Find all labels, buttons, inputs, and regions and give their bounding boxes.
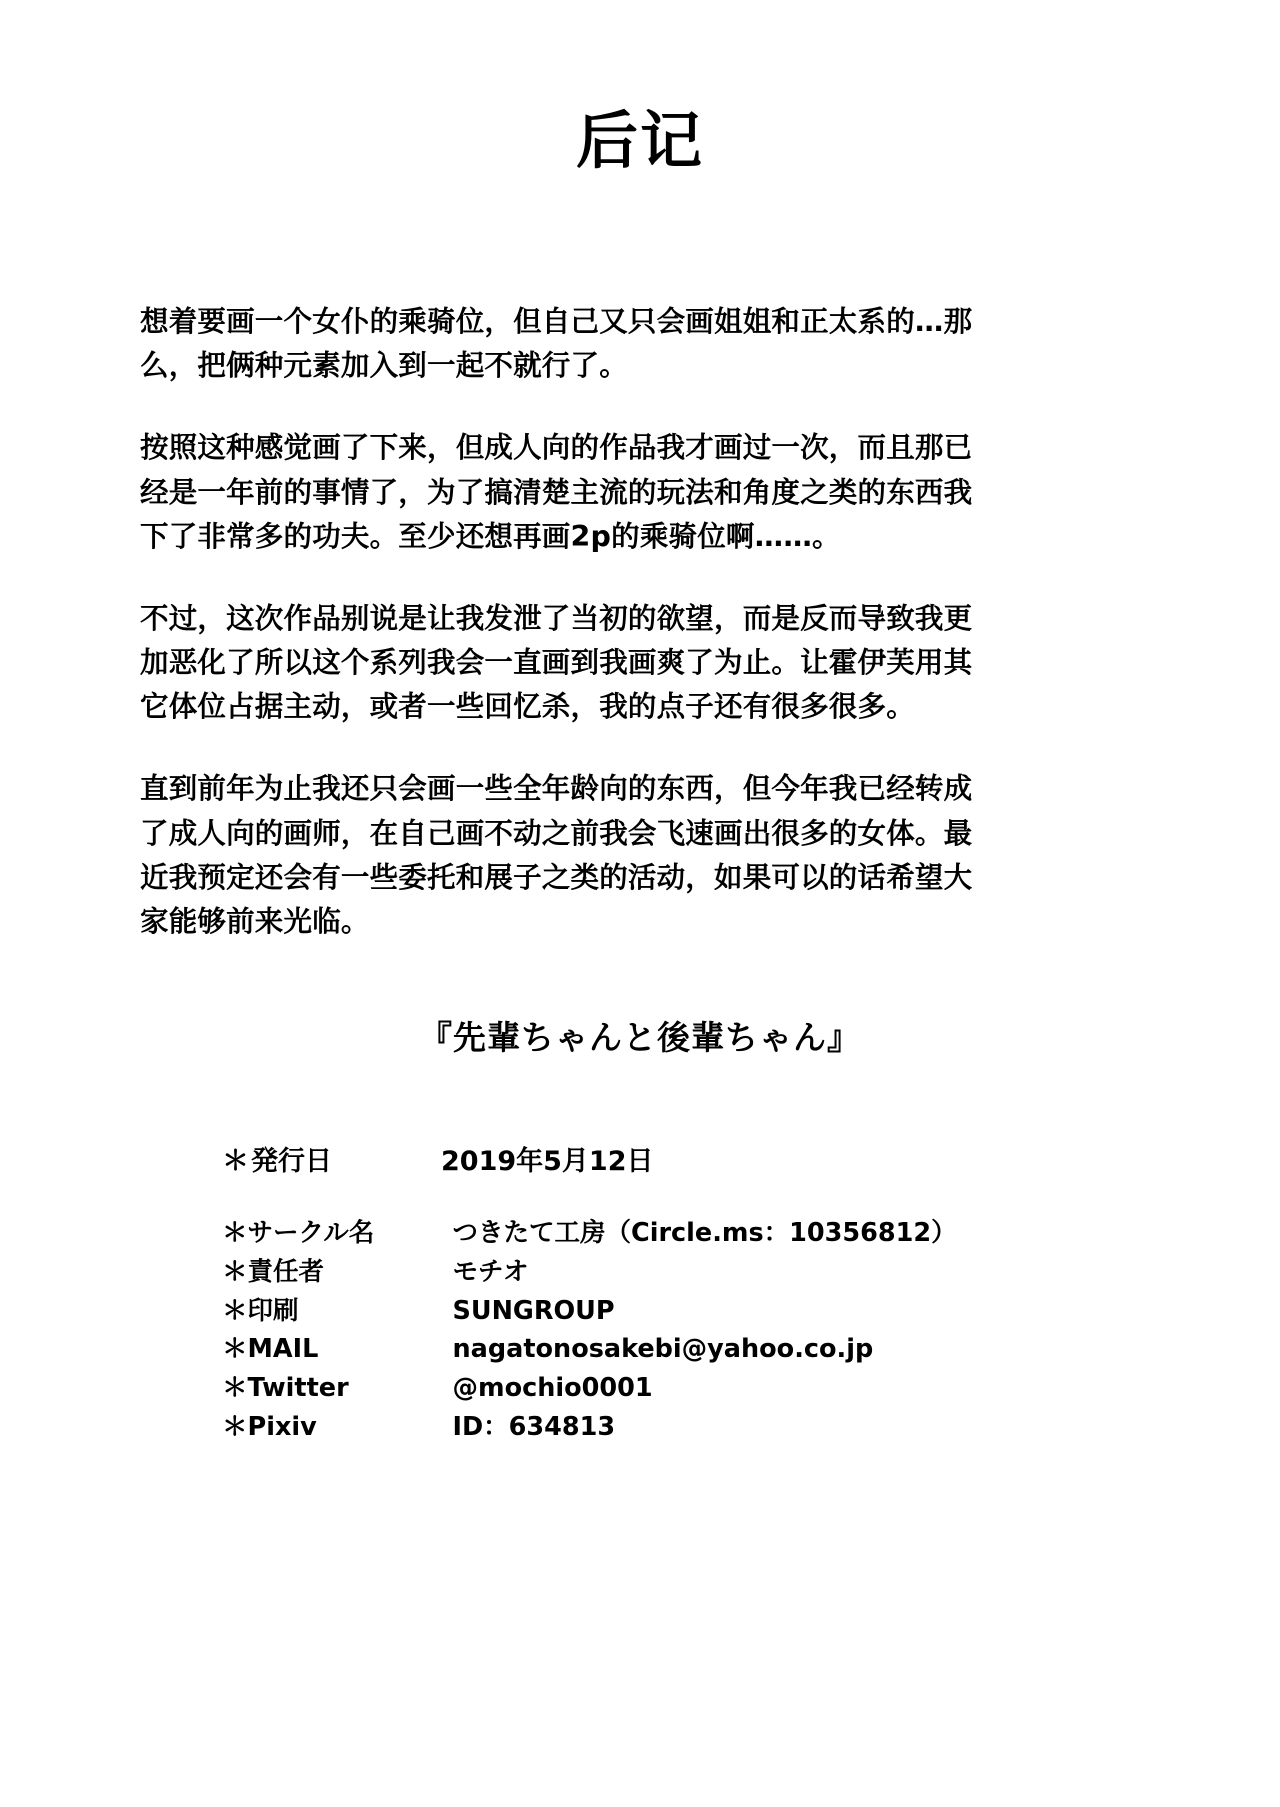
credit-label: サークル名 (247, 1218, 375, 1248)
credit-value: @mochio0001 (452, 1373, 653, 1403)
asterisk-icon: ＊ (222, 1146, 249, 1177)
afterword-paragraph: 想着要画一个女仆的乘骑位，但自己又只会画姐姐和正太系的…那么，把俩种元素加入到一起不就行了。 (140, 305, 973, 383)
credit-label: Pixiv (247, 1411, 317, 1442)
credit-row (222, 1369, 1280, 1408)
publish-date-row (222, 1139, 1280, 1178)
asterisk-icon: ＊ (222, 1295, 248, 1326)
credit-value: ID：634813 (452, 1411, 616, 1442)
credit-label: Twitter (247, 1373, 349, 1403)
credit-value: モチオ (452, 1256, 529, 1287)
publish-date-label: 発行日 (251, 1146, 332, 1177)
colophon (0, 1012, 1280, 1447)
publish-date-value: 2019年5月12日 (441, 1146, 654, 1177)
asterisk-icon: ＊ (222, 1256, 248, 1287)
credit-label: 責任者 (247, 1256, 325, 1287)
credit-row (222, 1253, 1280, 1292)
work-title: 『先輩ちゃんと後輩ちゃん』 (419, 1018, 861, 1057)
credit-row (222, 1292, 1280, 1331)
credit-value: nagatonosakebi@yahoo.co.jp (452, 1334, 874, 1365)
credit-value: つきたて工房（Circle.ms：10356812） (452, 1218, 957, 1248)
afterword-body (140, 300, 980, 944)
asterisk-icon: ＊ (222, 1218, 248, 1248)
credit-row (222, 1330, 1280, 1369)
afterword-paragraph: 不过，这次作品别说是让我发泄了当初的欲望，而是反而导致我更加恶化了所以这个系列我会一直画到我画爽了为止。让霍伊芙用其它体位占据主动，或者一些回忆杀，我的点子还有很多很多。 (140, 601, 973, 724)
asterisk-icon: ＊ (222, 1373, 248, 1403)
credit-row (222, 1214, 1280, 1253)
credit-row (222, 1408, 1280, 1447)
asterisk-icon: ＊ (222, 1411, 248, 1442)
afterword-paragraph: 直到前年为止我还只会画一些全年龄向的东西，但今年我已经转成了成人向的画师，在自己画不动之前我会飞速画出很多的女体。最近我预定还会有一些委托和展子之类的活动，如果可以的话希望大家能够前来光临。 (140, 772, 973, 938)
asterisk-icon: ＊ (222, 1334, 248, 1365)
page-title: 后记 (575, 104, 704, 177)
credits-list (222, 1214, 1280, 1447)
credit-label: MAIL (247, 1334, 319, 1365)
credit-label: 印刷 (247, 1295, 299, 1326)
afterword-paragraph: 按照这种感觉画了下来，但成人向的作品我才画过一次，而且那已经是一年前的事情了，为了搞清楚主流的玩法和角度之类的东西我下了非常多的功夫。至少还想再画2p的乘骑位啊……。 (140, 431, 973, 553)
credit-value: SUNGROUP (452, 1295, 615, 1326)
